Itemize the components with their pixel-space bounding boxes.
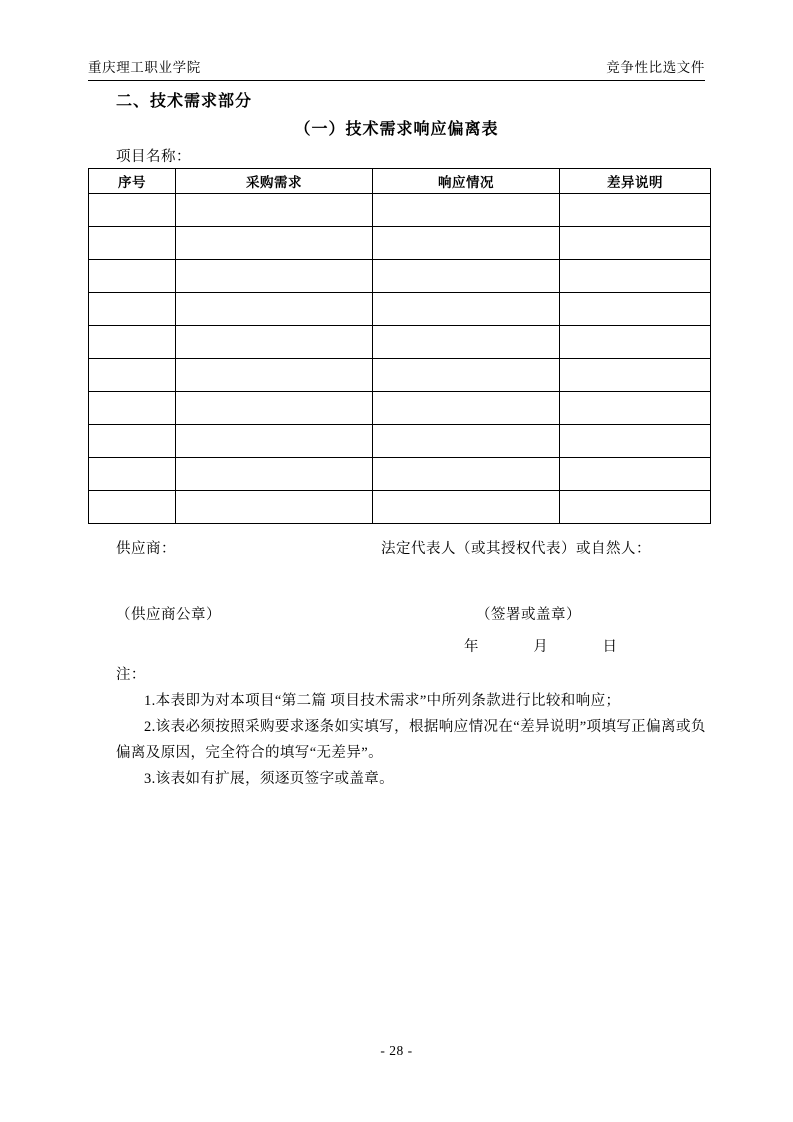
table-cell[interactable] [373, 260, 560, 293]
table-cell[interactable] [373, 425, 560, 458]
table-cell[interactable] [373, 458, 560, 491]
page-footer [0, 1043, 793, 1059]
table-cell[interactable] [89, 425, 176, 458]
date-line [464, 635, 618, 656]
table-cell[interactable] [176, 392, 373, 425]
table-cell[interactable] [373, 326, 560, 359]
table-cell[interactable] [373, 194, 560, 227]
table-header-row [89, 169, 711, 194]
table-row [89, 293, 711, 326]
table-cell[interactable] [560, 425, 711, 458]
table-cell[interactable] [89, 260, 176, 293]
deviation-table [88, 168, 711, 524]
table-cell[interactable] [176, 293, 373, 326]
table-cell[interactable] [89, 458, 176, 491]
table-cell[interactable] [176, 194, 373, 227]
section-heading: 二、技术需求部分 [116, 93, 253, 110]
note-item-2: 2.该表必须按照采购要求逐条如实填写，根据响应情况在“差异说明”项填写正偏离或负偏离及原因，完全符合的填写“无差异”。 [116, 719, 706, 761]
table-header-cell: 序号 [89, 169, 176, 194]
table-cell[interactable] [373, 227, 560, 260]
header-right-title: 竞争性比选文件 [606, 60, 705, 75]
table-cell[interactable] [560, 326, 711, 359]
sub-heading: （一）技术需求响应偏离表 [294, 121, 499, 138]
table-header-cell: 响应情况 [373, 169, 560, 194]
table-cell[interactable] [373, 491, 560, 524]
table-cell[interactable] [560, 293, 711, 326]
table-cell[interactable] [176, 491, 373, 524]
table-cell[interactable] [560, 260, 711, 293]
notes-block [116, 662, 716, 792]
table-cell[interactable] [89, 227, 176, 260]
table-cell[interactable] [373, 392, 560, 425]
table-cell[interactable] [176, 458, 373, 491]
table-cell[interactable] [373, 359, 560, 392]
table-row [89, 458, 711, 491]
table-cell[interactable] [560, 194, 711, 227]
table-row [89, 194, 711, 227]
table-cell[interactable] [176, 326, 373, 359]
date-year-label: 年 [464, 639, 479, 655]
note-item-3: 3.该表如有扩展，须逐页签字或盖章。 [144, 771, 395, 787]
table-row [89, 260, 711, 293]
page-number: - 28 - [380, 1043, 413, 1058]
table-cell[interactable] [560, 392, 711, 425]
header-divider [88, 80, 705, 81]
table-cell[interactable] [560, 359, 711, 392]
table-cell[interactable] [373, 293, 560, 326]
note-item-1: 1.本表即为对本项目“第二篇 项目技术需求”中所列条款进行比较和响应； [144, 693, 621, 709]
table-cell[interactable] [176, 227, 373, 260]
table-cell[interactable] [560, 458, 711, 491]
supplier-seal-label: （供应商公章） [116, 607, 221, 623]
table-row [89, 392, 711, 425]
table-cell[interactable] [89, 326, 176, 359]
table-cell[interactable] [89, 392, 176, 425]
legal-representative-label: 法定代表人（或其授权代表）或自然人： [381, 541, 651, 557]
table-row [89, 359, 711, 392]
page-header [88, 56, 705, 76]
sign-or-seal-label: （签署或盖章） [476, 607, 581, 623]
table-cell[interactable] [176, 425, 373, 458]
table-cell[interactable] [89, 359, 176, 392]
table-row [89, 425, 711, 458]
table-header-cell: 差异说明 [560, 169, 711, 194]
date-day-label: 日 [602, 639, 618, 655]
table-header-cell: 采购需求 [176, 169, 373, 194]
table-cell[interactable] [176, 359, 373, 392]
date-month-label: 月 [533, 639, 549, 655]
table-row [89, 491, 711, 524]
project-name-label: 项目名称： [116, 149, 191, 165]
table-cell[interactable] [89, 293, 176, 326]
table-cell[interactable] [560, 227, 711, 260]
table-cell[interactable] [176, 260, 373, 293]
supplier-label: 供应商： [116, 541, 176, 557]
notes-title: 注： [116, 667, 146, 683]
table-row [89, 326, 711, 359]
header-left-title: 重庆理工职业学院 [88, 60, 201, 75]
table-cell[interactable] [89, 491, 176, 524]
table-cell[interactable] [560, 491, 711, 524]
table-row [89, 227, 711, 260]
table-cell[interactable] [89, 194, 176, 227]
